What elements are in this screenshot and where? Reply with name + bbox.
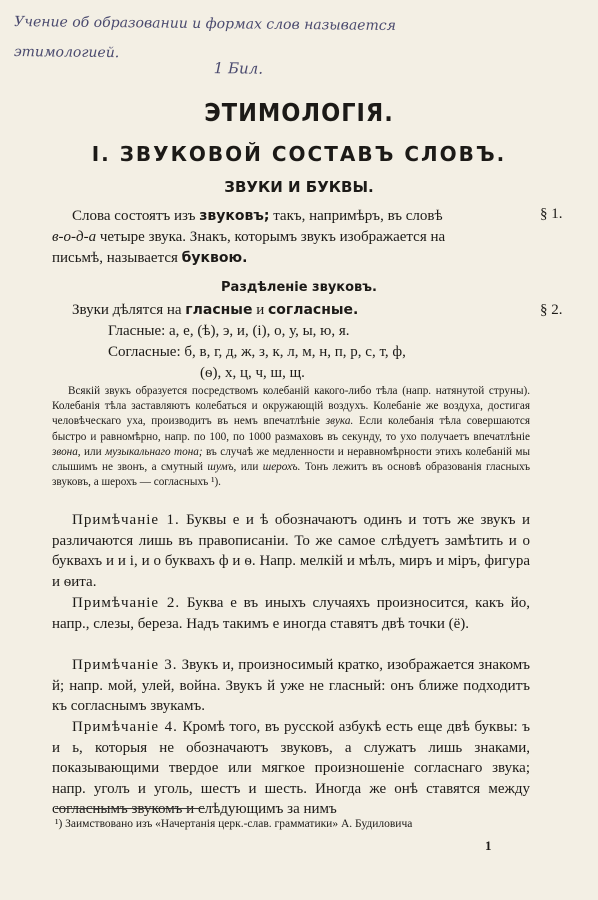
- smallprint-term-rustle: шерохъ.: [262, 461, 301, 474]
- paragraph-1: [52, 206, 522, 269]
- smallprint-text-5: или: [236, 461, 263, 474]
- footnote-divider: [55, 808, 205, 809]
- p2-term-consonants: согласные.: [267, 302, 359, 318]
- handwritten-annotation: [13, 7, 585, 78]
- page-title: ЭТИМОЛОГІЯ.: [204, 98, 394, 127]
- note-3-text: Звукъ и, произносимый кратко, изображается знакомъ й; напр. мой, улей, война. Звукъ й уже не гласный: онъ ближе подходитъ къ согласнымъ звукамъ.: [52, 657, 530, 714]
- note-4-label: Примѣчаніе 4.: [72, 719, 178, 735]
- footnote: ¹) Заимствовано изъ «Начертанія церк.-слав. грамматики» А. Будиловича: [55, 818, 413, 830]
- note-3: [52, 655, 530, 717]
- smallprint-term-sound: звука.: [325, 415, 354, 428]
- handwritten-line-1: Учение об образовании и формах слов называется: [14, 14, 396, 35]
- p1-text-c: такъ, напримѣръ, въ словѣ: [269, 208, 443, 224]
- page-number: 1: [485, 838, 492, 853]
- p1-example-word: в-о-д-а: [52, 229, 97, 245]
- handwritten-signature: 1 Бил.: [213, 59, 264, 78]
- smallprint-explanation: [52, 384, 530, 490]
- vowels-list: Гласные: а, е, (ѣ), э, и, (і), о, у, ы, ю, я.: [108, 323, 350, 339]
- note-1-label: Примѣчаніе 1.: [72, 512, 180, 528]
- paragraph-2-intro: [72, 302, 358, 319]
- p1-text-line3: письмѣ, называется: [52, 250, 182, 266]
- smallprint-text-3: или: [80, 445, 106, 458]
- p1-text-a: Слова состоятъ изъ: [72, 208, 200, 224]
- smallprint-term-noise: шумъ,: [207, 461, 237, 474]
- p1-term-sounds: звуковъ;: [199, 208, 270, 224]
- handwritten-line-2: этимологией.: [13, 44, 120, 62]
- p2-text-c: и: [252, 302, 268, 318]
- p1-term-letter: буквою.: [181, 250, 248, 266]
- note-2-text: Буква е въ иныхъ случаяхъ произносится, какъ йо, напр., слезы, береза. Надъ такимъ е иногда ставятъ двѣ точки (ё).: [52, 595, 530, 632]
- note-4: [52, 717, 530, 820]
- smallprint-text-2: Если колебанія тѣла совершаются быстро и равномѣрно, напр. по 100, по 1000 размаховъ въ секунду, то ухо получаетъ впечатлѣніе: [52, 415, 530, 443]
- note-1: [52, 510, 530, 592]
- smallprint-term-ring: звона,: [52, 445, 81, 458]
- note-1-text: Буквы е и ѣ обозначаютъ одинъ и тотъ же звукъ и различаются лишь въ правописаніи. То же самое слѣдуетъ замѣтить и о буквахъ и и і, и о буквахъ ф и ѳ. Напр. мелкій и мѣлъ, миръ и міръ, фигура и ѳита.: [52, 512, 530, 590]
- note-4-text: Кромѣ того, въ русской азбукѣ есть еще двѣ буквы: ъ и ь, которыя не обозначаютъ звуковъ, а служатъ лишь знаками, показывающими твердое или мягкое произношеніе согласнаго звука; напр. уголъ и уголь, шестъ и шесть. Иногда же онѣ ставятся между согласнымъ звукомъ и слѣдующимъ за нимъ: [52, 719, 530, 817]
- smallprint-text-1: Всякій звукъ образуется посредствомъ колебаній какого-либо тѣла (напр. натянутой струны). Колебанія тѣла заставляютъ колебаться и окружающій воздухъ. Колебаніе же воздуха, достигая человѣческаго уха, производитъ въ немъ впечатлѣніе: [52, 385, 530, 428]
- p1-text-line2: четыре звука. Знакъ, которымъ звукъ изображается на: [96, 229, 446, 245]
- note-2-label: Примѣчаніе 2.: [72, 595, 181, 611]
- note-2: [52, 593, 530, 634]
- note-3-label: Примѣчаніе 3.: [72, 657, 178, 673]
- consonants-list-line-1: Согласные: б, в, г, д, ж, з, к, л, м, н, п, р, с, т, ф,: [108, 344, 406, 360]
- chapter-heading: I. ЗВУКОВОЙ СОСТАВЪ СЛОВЪ.: [91, 142, 507, 166]
- consonants-list-line-2: (ѳ), х, ц, ч, ш, щ.: [200, 365, 305, 381]
- p2-text-a: Звуки дѣлятся на: [72, 302, 186, 318]
- smallprint-term-tone: музыкальнаго тона;: [105, 445, 203, 458]
- subsection-heading: Раздѣленіе звуковъ.: [221, 280, 377, 295]
- section-mark-2: § 2.: [540, 302, 563, 318]
- section-heading: ЗВУКИ И БУКВЫ.: [224, 178, 374, 196]
- smallprint-text-6: Тонъ лежитъ въ основѣ образованія гласныхъ звуковъ, а шерохъ — согласныхъ ¹).: [52, 461, 531, 489]
- section-mark-1: § 1.: [540, 206, 563, 222]
- p2-term-vowels: гласные: [185, 302, 253, 318]
- smallprint-text-4: въ случаѣ же медленности и неравномѣрности этихъ колебаній мы слышимъ не звонъ, а смутный: [52, 445, 530, 474]
